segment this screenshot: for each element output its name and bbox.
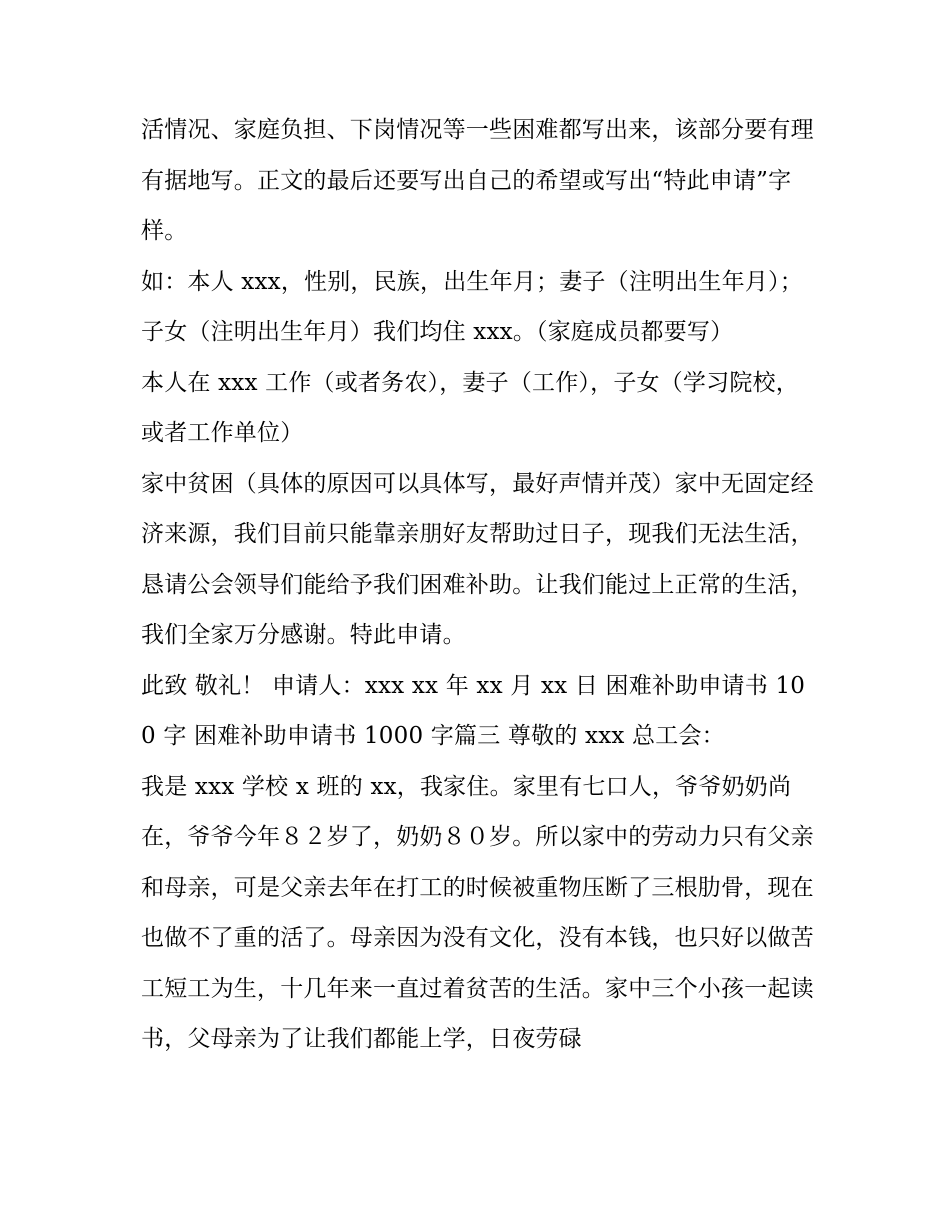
paragraph-closing-and-next-sample: 此致 敬礼！ 申请人：xxx xx 年 xx 月 xx 日 困难补助申请书 100 字 困难补助申请书 1000 字篇三 尊敬的 xxx 总工会： <box>141 672 806 749</box>
paragraph-hardship-request: 家中贫困（具体的原因可以具体写，最好声情并茂）家中无固定经济来源，我们目前只能靠亲朋好友帮助过日子，现我们无法生活，恳请公会领导们能给予我们困难补助。让我们能过上正常的生活，我们全家万分感谢。特此申请。 <box>141 470 814 648</box>
paragraph-family-members-example: 如：本人 xxx，性别，民族，出生年月；妻子（注明出生年月）；子女（注明出生年月）我们均住 xxx。（家庭成员都要写） <box>141 268 803 345</box>
document-body <box>141 105 816 1065</box>
paragraph-student-family-hardship: 我是 xxx 学校 x 班的 xx，我家住。家里有七口人，爷爷奶奶尚在，爷爷今年８２岁了，奶奶８０岁。所以家中的劳动力只有父亲和母亲，可是父亲去年在打工的时候被重物压断了三根肋骨，现在也做不了重的活了。母亲因为没有文化，没有本钱，也只好以做苦工短工为生，十几年来一直过着贫苦的生活。家中三个小孩一起读书，父母亲为了让我们都能上学，日夜劳碌 <box>141 773 814 1052</box>
paragraph-family-situation-guide: 活情况、家庭负担、下岗情况等一些困难都写出来，该部分要有理有据地写。正文的最后还要写出自己的希望或写出“特此申请”字样。 <box>141 117 814 244</box>
paragraph-work-status: 本人在 xxx 工作（或者务农），妻子（工作），子女（学习院校，或者工作单位） <box>141 369 799 446</box>
